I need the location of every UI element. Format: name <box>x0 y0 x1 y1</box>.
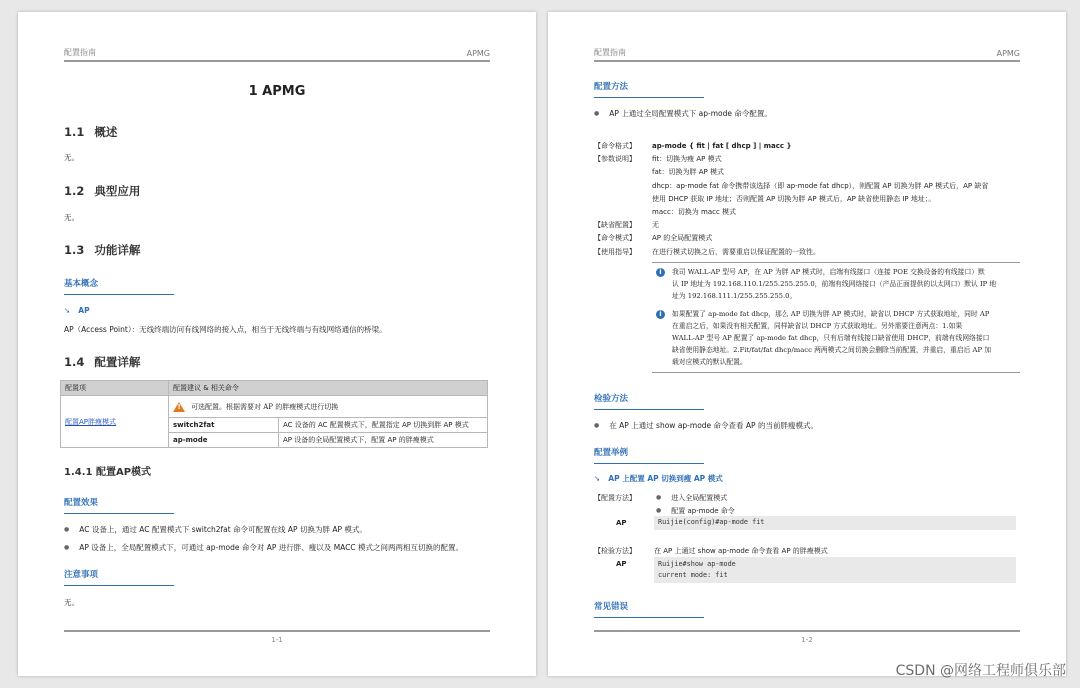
document-page-left <box>18 12 536 676</box>
section-number: 1.2 <box>64 184 85 198</box>
page-number: 1-2 <box>801 636 813 644</box>
table-desc: AP 设备的全局配置模式下，配置 AP 的胖瘦模式 <box>279 433 488 448</box>
ap-description: AP（Access Point）：无线终端访问有线网络的接入点，相当于无线终端与有线网络通信的桥梁。 <box>64 325 387 334</box>
heading-underline <box>594 617 704 618</box>
header-left-text: 配置指南 <box>594 48 626 57</box>
example-method-label: 【配置方法】 <box>594 494 636 502</box>
list-item: ● AC 设备上，通过 AC 配置模式下 switch2fat 命令可配置在线 AP 切换为胖 AP 模式。 <box>64 524 367 535</box>
example-ap-label: AP <box>616 519 627 527</box>
page-header <box>594 46 1020 62</box>
note-divider <box>652 372 1020 373</box>
basic-concept-heading: 基本概念 <box>64 279 99 289</box>
example-check-label: 【检验方法】 <box>594 547 636 555</box>
list-item: ● 在 AP 上通过 show ap-mode 命令查看 AP 的当前胖瘦模式。 <box>594 420 818 431</box>
note-text: 如果配置了 ap-mode fat dhcp，那么 AP 切换为胖 AP 模式时，缺省以 DHCP 方式获取地址，同时 AP 在重启之后，如果没有相关配置，同样缺省以 DHCP 方式获取地址。另外需要注意两点：1.如果 WALL-AP 型号 AP 配置了 ap-mode fat dhcp，只有后端有线接口缺省使用 DHCP，前端有线网络接口 缺省使用静态地址。2.Fit/fat/fat dhcp/macc 两两模式之间切换会删除当前配置，并重启，重启后 AP 加 载对应模式的默认配置。 <box>672 310 991 366</box>
common-errors-heading: 常见错误 <box>594 602 629 612</box>
command-spec <box>594 140 988 259</box>
warning-icon <box>173 402 185 412</box>
config-ap-mode-link[interactable]: 配置AP胖瘦模式 <box>65 417 117 426</box>
table-header-suggestion: 配置建议 & 相关命令 <box>169 381 488 396</box>
heading-underline <box>64 294 174 295</box>
section-number: 1.1 <box>64 125 85 139</box>
table-cmd: ap-mode <box>169 433 279 448</box>
list-item: ● 配置 ap-mode 命令 <box>656 506 735 516</box>
notice-body: 无。 <box>64 598 79 607</box>
check-method-heading: 检验方法 <box>594 394 629 404</box>
config-example-heading: 配置举例 <box>594 448 629 458</box>
config-effect-heading: 配置效果 <box>64 498 99 508</box>
table-cmd: switch2fat <box>169 418 279 433</box>
spec-row: 【缺省配置】 无 <box>594 221 659 230</box>
example-ap-label: AP <box>616 560 627 568</box>
header-right-text: APMG <box>466 49 490 58</box>
table-header-item: 配置项 <box>61 381 169 396</box>
heading-underline <box>594 463 704 464</box>
section-number: 1.4 <box>64 355 85 369</box>
section-1-3-heading <box>64 242 140 258</box>
page-footer <box>64 630 490 644</box>
section-1-2-body: 无。 <box>64 213 79 222</box>
ap-subheading <box>64 306 90 315</box>
section-title: 配置详解 <box>94 355 141 369</box>
note-1 <box>656 266 1020 302</box>
page-header <box>64 46 490 62</box>
spec-row: 【命令格式】 ap-mode { fit | fat [ dhcp ] | macc } <box>594 142 792 150</box>
section-1-2-heading <box>64 183 140 199</box>
spec-row: macc：切换为 macc 模式 <box>652 208 737 217</box>
section-title: 典型应用 <box>94 184 141 198</box>
ap-subheading-label: AP <box>78 306 90 315</box>
section-1-4-heading <box>64 354 140 370</box>
section-title: 概述 <box>94 125 118 139</box>
code-block: Ruijie#show ap-mode current mode: fit <box>654 557 1016 583</box>
heading-underline <box>64 585 174 586</box>
arrow-down-right-icon: ➘ <box>594 474 601 483</box>
page-number: 1-1 <box>271 636 283 644</box>
note-divider <box>652 262 1020 263</box>
page-footer <box>594 630 1020 644</box>
list-item: ● AP 上通过全局配置模式下 ap-mode 命令配置。 <box>594 108 772 119</box>
example-subheading <box>594 473 723 484</box>
note-text: 我司 WALL-AP 型号 AP，在 AP 为胖 AP 模式时，启端有线接口（连接 POE 交换设备的有线接口）默 认 IP 地址为 192.168.110.1/255.255.255.0，前端有线网络接口（产品正面提供的以太网口）默认 IP 地 址为 192.168.111.1/255.255.255.0。 <box>672 268 997 300</box>
list-item: ● AP 设备上，全局配置模式下，可通过 ap-mode 命令对 AP 进行胖、瘦以及 MACC 模式之间两两相互切换的配置。 <box>64 542 463 553</box>
info-icon: i <box>656 268 665 277</box>
spec-row: 【命令模式】 AP 的全局配置模式 <box>594 234 713 243</box>
heading-underline <box>594 409 704 410</box>
note-2 <box>656 308 1020 368</box>
chapter-title: 1 APMG <box>248 84 306 99</box>
header-left-text: 配置指南 <box>64 48 96 57</box>
code-block: Ruijie(config)#ap-mode fit <box>654 516 1016 530</box>
heading-underline <box>64 513 174 514</box>
example-check-text: 在 AP 上通过 show ap-mode 命令查看 AP 的胖瘦模式 <box>654 547 828 555</box>
section-1-1-body: 无。 <box>64 153 79 162</box>
header-right-text: APMG <box>996 49 1020 58</box>
spec-row: 使用 DHCP 获取 IP 地址；否则配置 AP 切换为胖 AP 模式后，AP 缺省使用静态 IP 地址；。 <box>652 194 936 203</box>
spec-row: 【使用指导】 在进行模式切换之后，需要重启以保证配置的一致性。 <box>594 247 820 256</box>
section-1-4-1-heading: 1.4.1 配置AP模式 <box>64 467 152 478</box>
table-warning-cell <box>169 396 488 418</box>
arrow-down-right-icon: ➘ <box>64 306 71 315</box>
config-method-heading: 配置方法 <box>594 82 629 92</box>
notice-heading: 注意事项 <box>64 570 99 580</box>
config-table <box>60 380 488 448</box>
section-1-1-heading <box>64 124 117 140</box>
table-item-cell <box>61 396 169 448</box>
list-item: ● 进入全局配置模式 <box>656 493 727 503</box>
info-icon: i <box>656 310 665 319</box>
section-title: 功能详解 <box>94 243 141 257</box>
heading-underline <box>594 97 704 98</box>
example-subheading-label: AP 上配置 AP 切换到瘦 AP 模式 <box>608 474 723 483</box>
spec-row: fat：切换为胖 AP 模式 <box>652 168 724 177</box>
document-page-right <box>548 12 1066 676</box>
spec-row: dhcp：ap-mode fat 命令携带该选择（即 ap-mode fat dhcp），则配置 AP 切换为胖 AP 模式后，AP 缺省 <box>652 181 989 190</box>
warning-text: 可选配置。根据需要对 AP 的胖瘦模式进行切换 <box>191 402 339 411</box>
section-number: 1.3 <box>64 243 85 257</box>
watermark: CSDN @网络工程师俱乐部 <box>895 663 1066 679</box>
table-desc: AC 设备的 AC 配置模式下，配置指定 AP 切换到胖 AP 模式 <box>279 418 488 433</box>
spec-row: 【参数说明】 fit：切换为瘦 AP 模式 <box>594 155 722 164</box>
